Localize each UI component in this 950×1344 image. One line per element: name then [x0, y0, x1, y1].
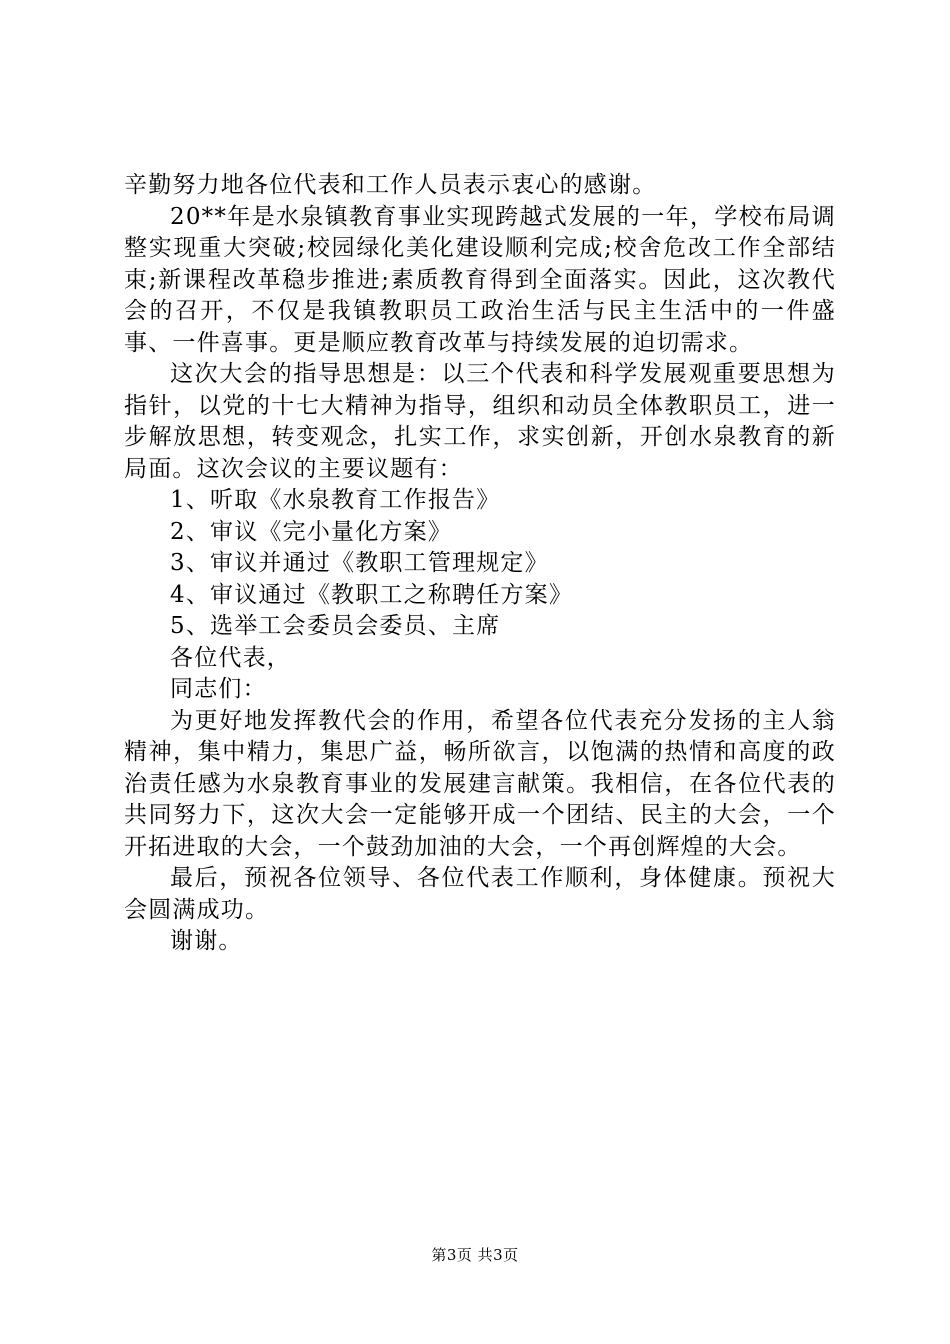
paragraph-wishes: 最后，预祝各位领导、各位代表工作顺利，身体健康。预祝大会圆满成功。: [124, 865, 836, 923]
agenda-item-3: 3、审议并通过《教职工管理规定》: [170, 550, 549, 576]
agenda-item-2: 2、审议《完小量化方案》: [170, 518, 453, 545]
paragraph-1: 辛勤努力地各位代表和工作人员表示衷心的感谢。: [124, 172, 657, 198]
page-footer: 第3页 共3页: [431, 1246, 519, 1264]
paragraph-2: 20**年是水泉镇教育事业实现跨越式发展的一年，学校布局调整实现重大突破;校园绿化美化建设顺利完成;校舍危改工作全部结束;新课程改革稳步推进;素质教育得到全面落实。因此，这次教代会的召开，不仅是我镇教职员工政治生活与民主生活中的一件盛事、一件喜事。更是顺应教育改革与持续发展的迫切需求。: [124, 203, 836, 356]
paragraph-hope: 为更好地发挥教代会的作用，希望各位代表充分发扬的主人翁精神，集中精力，集思广益，畅所欲言，以饱满的热情和高度的政治责任感为水泉教育事业的发展建言献策。我相信，在各位代表的共同努力下，这次大会一定能够开成一个团结、民主的大会，一个开拓进取的大会，一个鼓劲加油的大会，一个再创辉煌的大会。: [124, 707, 836, 860]
agenda-item-1: 1、听取《水泉教育工作报告》: [170, 487, 501, 513]
salutation-comrades: 同志们：: [170, 676, 267, 702]
agenda-item-5: 5、选举工会委员会委员、主席: [170, 613, 501, 639]
salutation-delegates: 各位代表，: [170, 644, 291, 671]
document-body: [124, 170, 836, 958]
agenda-item-4: 4、审议通过《教职工之称聘任方案》: [170, 581, 574, 608]
paragraph-3: 这次大会的指导思想是：以三个代表和科学发展观重要思想为指针，以党的十七大精神为指导，组织和动员全体教职员工，进一步解放思想，转变观念，扎实工作，求实创新，开创水泉教育的新局面。这次会议的主要议题有：: [124, 361, 836, 482]
closing-thanks: 谢谢。: [170, 928, 243, 954]
